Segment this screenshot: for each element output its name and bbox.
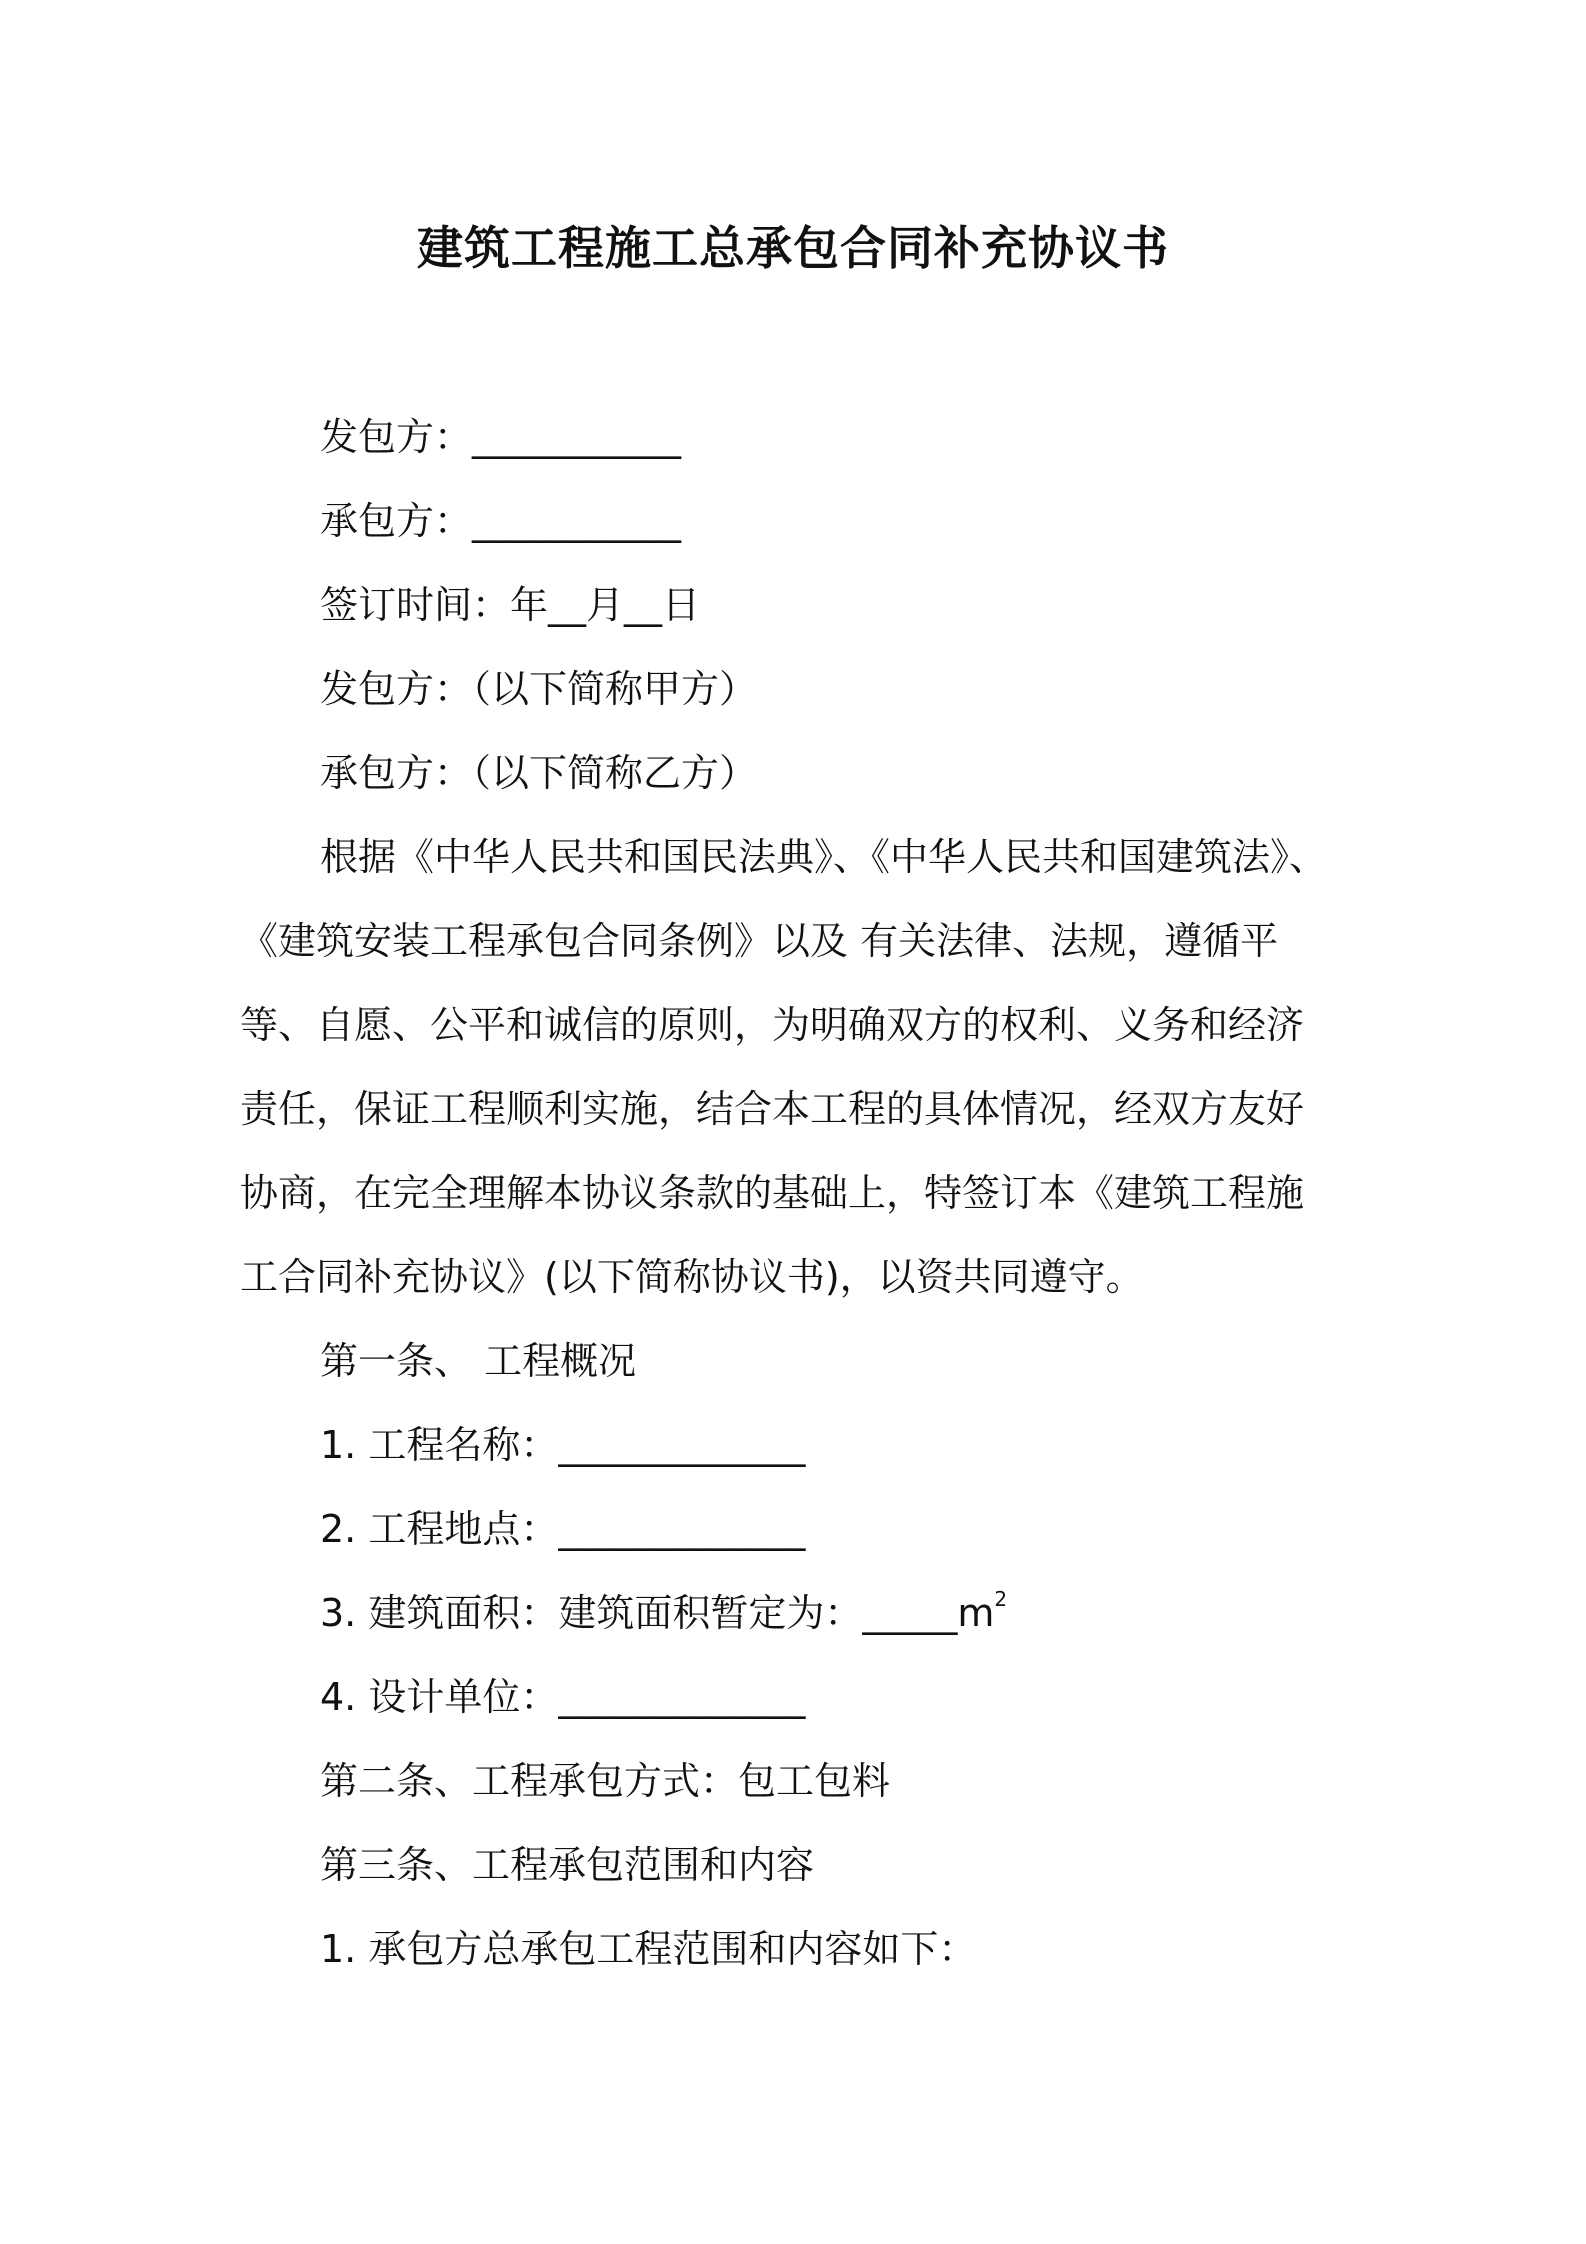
preamble-line: 责任，保证工程顺利实施，结合本工程的具体情况，经双方友好 [240,1087,1305,1131]
article-1-item-project-name: 1. 工程名称：_____________ [320,1423,806,1467]
article-3-heading: 第三条、工程承包范围和内容 [320,1843,815,1887]
article-1-item-project-location: 2. 工程地点：_____________ [320,1507,806,1551]
article-1-item-building-area [320,1586,1007,1640]
preamble-line: 根据《中华人民共和国民法典》、《中华人民共和国建筑法》、 [320,835,1328,879]
article-1-heading: 第一条、 工程概况 [320,1339,637,1383]
party-b-alias: 承包方：（以下简称乙方） [320,751,758,795]
party-b-line: 承包方：___________ [320,499,682,543]
preamble-line: 等、自愿、公平和诚信的原则，为明确双方的权利、义务和经济 [240,1003,1305,1047]
article-2-heading: 第二条、工程承包方式：包工包料 [320,1759,891,1803]
preamble-line: 协商，在完全理解本协议条款的基础上，特签订本《建筑工程施 [240,1171,1305,1215]
building-area-text: 3. 建筑面积：建筑面积暂定为：_____m [320,1591,995,1635]
document-title: 建筑工程施工总承包合同补充协议书 [417,221,1169,275]
square-superscript: 2 [994,1587,1008,1612]
preamble-line: 《建筑安装工程承包合同条例》以及 有关法律、法规，遵循平 [240,919,1279,963]
article-3-item-scope: 1. 承包方总承包工程范围和内容如下： [320,1927,977,1971]
preamble-line: 工合同补充协议》(以下简称协议书)，以资共同遵守。 [240,1255,1144,1299]
party-a-alias: 发包方：（以下简称甲方） [320,667,758,711]
sign-date-line: 签订时间：年__月__日 [320,583,701,627]
article-1-item-design-unit: 4. 设计单位：_____________ [320,1675,806,1719]
party-a-line: 发包方：___________ [320,415,682,459]
